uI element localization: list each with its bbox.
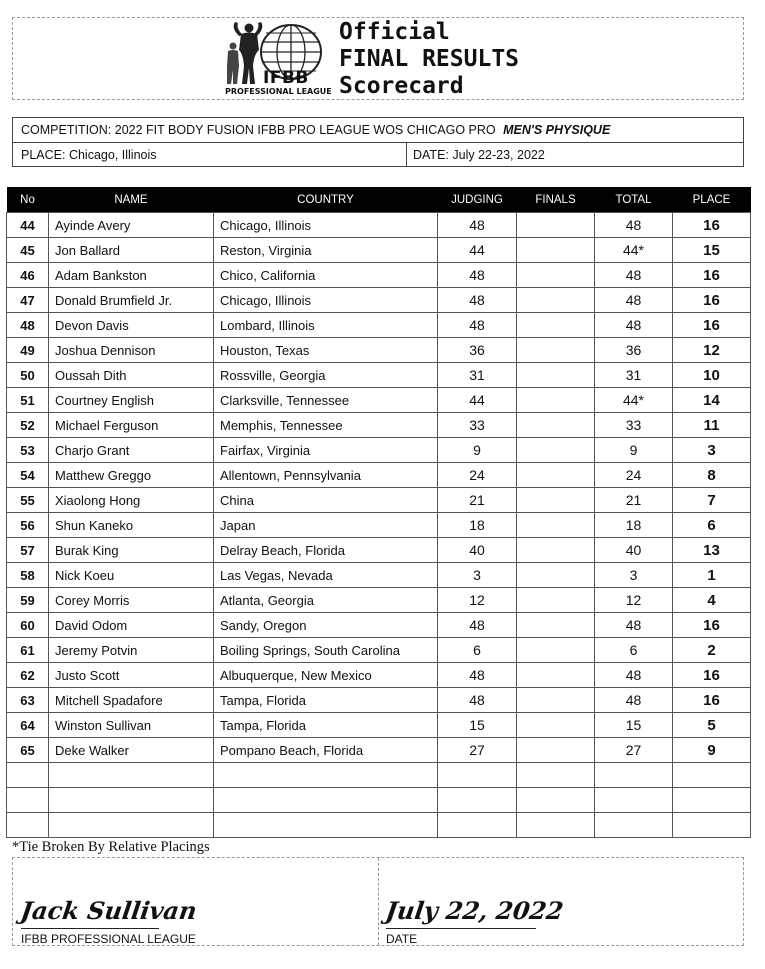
cell-place: 16 [673,213,751,238]
cell-place: 2 [673,638,751,663]
cell-no: 49 [7,338,49,363]
signature-box [12,857,744,946]
cell-name: Devon Davis [49,313,214,338]
info-divider [406,143,407,166]
cell-place: 16 [673,688,751,713]
table-row [7,338,751,363]
cell-name: Jeremy Potvin [49,638,214,663]
signed-date: July 22, 2022 [383,896,566,925]
cell-place [673,813,751,838]
date-label: DATE: [413,148,449,162]
cell-name: Deke Walker [49,738,214,763]
cell-no: 47 [7,288,49,313]
header-place: PLACE [673,187,751,213]
cell-finals [517,688,595,713]
cell-name: Michael Ferguson [49,413,214,438]
cell-no: 46 [7,263,49,288]
cell-finals [517,563,595,588]
cell-judging: 48 [438,613,517,638]
cell-judging: 24 [438,463,517,488]
place-value: Chicago, Illinois [68,148,157,162]
cell-finals [517,713,595,738]
cell-finals [517,413,595,438]
cell-total: 48 [595,263,673,288]
results-table [6,187,751,838]
table-row [7,488,751,513]
cell-no: 55 [7,488,49,513]
cell-judging: 27 [438,738,517,763]
cell-name: Ayinde Avery [49,213,214,238]
cell-finals [517,313,595,338]
table-row [7,288,751,313]
cell-judging: 48 [438,313,517,338]
cell-name [49,788,214,813]
table-row [7,463,751,488]
date-underline [386,928,536,929]
cell-country: Chicago, Illinois [214,288,438,313]
cell-country: Lombard, Illinois [214,313,438,338]
cell-judging: 6 [438,638,517,663]
cell-place: 5 [673,713,751,738]
cell-judging: 31 [438,363,517,388]
cell-place: 16 [673,663,751,688]
cell-country: Japan [214,513,438,538]
cell-total: 24 [595,463,673,488]
tie-footnote: *Tie Broken By Relative Placings [12,839,210,855]
document-title [339,19,519,100]
cell-country [214,763,438,788]
title-line-official: Official [339,19,450,45]
cell-total [595,763,673,788]
cell-finals [517,613,595,638]
title-line-scorecard: Scorecard [339,73,464,99]
table-row [7,588,751,613]
cell-total: 21 [595,488,673,513]
cell-total: 48 [595,313,673,338]
competition-info-box [12,117,744,167]
cell-name: Winston Sullivan [49,713,214,738]
cell-judging: 48 [438,263,517,288]
table-row [7,363,751,388]
cell-no: 63 [7,688,49,713]
cell-name: Nick Koeu [49,563,214,588]
cell-name: Burak King [49,538,214,563]
cell-place [673,788,751,813]
cell-country [214,813,438,838]
cell-total: 12 [595,588,673,613]
logo-wordmark: IFBB [263,68,309,88]
signature-divider [378,858,379,945]
cell-no [7,763,49,788]
competition-name: 2022 FIT BODY FUSION IFBB PRO LEAGUE WOS CHICAGO PRO [114,123,496,137]
cell-no: 51 [7,388,49,413]
cell-judging: 21 [438,488,517,513]
cell-country: Tampa, Florida [214,713,438,738]
cell-total: 48 [595,288,673,313]
header-box [12,17,744,100]
place-label: PLACE: [21,148,66,162]
cell-total: 18 [595,513,673,538]
cell-country: Chico, California [214,263,438,288]
cell-judging: 44 [438,388,517,413]
cell-name: Mitchell Spadafore [49,688,214,713]
cell-finals [517,388,595,413]
cell-judging: 12 [438,588,517,613]
cell-place: 14 [673,388,751,413]
cell-finals [517,213,595,238]
cell-total: 44* [595,388,673,413]
cell-judging: 9 [438,438,517,463]
signature-underline [21,928,159,929]
cell-no: 61 [7,638,49,663]
cell-no: 60 [7,613,49,638]
cell-name: David Odom [49,613,214,638]
cell-name: Corey Morris [49,588,214,613]
cell-no: 52 [7,413,49,438]
cell-no: 64 [7,713,49,738]
date-line [413,148,545,162]
cell-finals [517,338,595,363]
cell-finals [517,788,595,813]
cell-country: Rossville, Georgia [214,363,438,388]
cell-country: Pompano Beach, Florida [214,738,438,763]
header-judging: JUDGING [438,187,517,213]
cell-place: 12 [673,338,751,363]
cell-place: 4 [673,588,751,613]
cell-finals [517,813,595,838]
cell-country: Fairfax, Virginia [214,438,438,463]
table-row [7,388,751,413]
cell-no: 65 [7,738,49,763]
cell-judging: 44 [438,238,517,263]
cell-no: 44 [7,213,49,238]
competition-label: COMPETITION: [21,123,112,137]
cell-no [7,813,49,838]
cell-total: 36 [595,338,673,363]
cell-total: 40 [595,538,673,563]
cell-judging: 48 [438,213,517,238]
cell-judging: 33 [438,413,517,438]
cell-finals [517,588,595,613]
table-row [7,788,751,813]
cell-total: 6 [595,638,673,663]
cell-no: 57 [7,538,49,563]
official-signature: Jack Sullivan [18,896,199,925]
cell-judging: 48 [438,288,517,313]
logo-subtext: PROFESSIONAL LEAGUE [225,87,332,96]
cell-finals [517,663,595,688]
table-row [7,538,751,563]
ifbb-logo [219,20,347,98]
title-line-final-results: FINAL RESULTS [339,46,520,72]
header-name: NAME [49,187,214,213]
cell-total: 48 [595,663,673,688]
cell-total: 48 [595,213,673,238]
cell-finals [517,738,595,763]
cell-finals [517,638,595,663]
cell-judging: 48 [438,663,517,688]
cell-judging: 48 [438,688,517,713]
cell-place [673,763,751,788]
cell-country: Boiling Springs, South Carolina [214,638,438,663]
cell-finals [517,538,595,563]
competition-line [21,123,610,137]
cell-no: 56 [7,513,49,538]
table-row [7,438,751,463]
cell-country: Memphis, Tennessee [214,413,438,438]
cell-no: 48 [7,313,49,338]
cell-total: 27 [595,738,673,763]
cell-place: 1 [673,563,751,588]
cell-judging: 18 [438,513,517,538]
competition-category: MEN'S PHYSIQUE [503,123,611,137]
table-row [7,613,751,638]
table-row [7,763,751,788]
cell-country: Houston, Texas [214,338,438,363]
date-value: July 22-23, 2022 [452,148,545,162]
cell-place: 16 [673,288,751,313]
cell-total [595,813,673,838]
table-row [7,413,751,438]
cell-finals [517,763,595,788]
cell-country: Clarksville, Tennessee [214,388,438,413]
cell-name: Xiaolong Hong [49,488,214,513]
cell-judging [438,813,517,838]
cell-no: 54 [7,463,49,488]
cell-total: 48 [595,688,673,713]
cell-no: 50 [7,363,49,388]
cell-total: 44* [595,238,673,263]
cell-country: Tampa, Florida [214,688,438,713]
table-row [7,238,751,263]
date-caption: DATE [386,932,418,946]
cell-name: Matthew Greggo [49,463,214,488]
cell-place: 6 [673,513,751,538]
cell-finals [517,438,595,463]
cell-total: 31 [595,363,673,388]
cell-judging: 15 [438,713,517,738]
cell-total: 48 [595,613,673,638]
table-row [7,513,751,538]
cell-no: 62 [7,663,49,688]
cell-no: 58 [7,563,49,588]
table-row [7,813,751,838]
table-row [7,313,751,338]
results-body [7,213,751,838]
cell-name: Donald Brumfield Jr. [49,288,214,313]
cell-total: 9 [595,438,673,463]
header-country: COUNTRY [214,187,438,213]
cell-judging: 36 [438,338,517,363]
cell-country: Atlanta, Georgia [214,588,438,613]
cell-country: Reston, Virginia [214,238,438,263]
table-header-row [7,187,751,213]
cell-judging [438,788,517,813]
cell-country: Chicago, Illinois [214,213,438,238]
cell-total: 15 [595,713,673,738]
cell-place: 16 [673,613,751,638]
cell-finals [517,488,595,513]
table-row [7,638,751,663]
cell-judging: 40 [438,538,517,563]
cell-no [7,788,49,813]
table-row [7,663,751,688]
table-row [7,688,751,713]
table-row [7,213,751,238]
cell-place: 13 [673,538,751,563]
header-total: TOTAL [595,187,673,213]
cell-total: 3 [595,563,673,588]
cell-no: 53 [7,438,49,463]
cell-place: 10 [673,363,751,388]
cell-place: 8 [673,463,751,488]
cell-place: 15 [673,238,751,263]
cell-name: Shun Kaneko [49,513,214,538]
cell-no: 45 [7,238,49,263]
cell-name: Adam Bankston [49,263,214,288]
cell-total [595,788,673,813]
cell-finals [517,363,595,388]
cell-finals [517,263,595,288]
cell-finals [517,513,595,538]
signature-caption: IFBB PROFESSIONAL LEAGUE [21,932,196,946]
cell-country: Las Vegas, Nevada [214,563,438,588]
cell-finals [517,288,595,313]
cell-country: Sandy, Oregon [214,613,438,638]
cell-country: China [214,488,438,513]
cell-judging: 3 [438,563,517,588]
header-no: No [7,187,49,213]
table-row [7,738,751,763]
cell-name [49,813,214,838]
cell-judging [438,763,517,788]
cell-name: Jon Ballard [49,238,214,263]
cell-place: 16 [673,263,751,288]
cell-no: 59 [7,588,49,613]
cell-country: Allentown, Pennsylvania [214,463,438,488]
competition-row [13,118,743,143]
cell-place: 7 [673,488,751,513]
cell-name: Courtney English [49,388,214,413]
cell-name: Charjo Grant [49,438,214,463]
table-row [7,263,751,288]
cell-name: Justo Scott [49,663,214,688]
cell-name [49,763,214,788]
place-line [21,148,157,162]
cell-finals [517,238,595,263]
cell-name: Joshua Dennison [49,338,214,363]
cell-country: Delray Beach, Florida [214,538,438,563]
cell-country: Albuquerque, New Mexico [214,663,438,688]
cell-country [214,788,438,813]
cell-finals [517,463,595,488]
cell-place: 16 [673,313,751,338]
header-finals: FINALS [517,187,595,213]
cell-place: 11 [673,413,751,438]
table-row [7,713,751,738]
cell-total: 33 [595,413,673,438]
cell-place: 3 [673,438,751,463]
table-row [7,563,751,588]
cell-place: 9 [673,738,751,763]
cell-name: Oussah Dith [49,363,214,388]
